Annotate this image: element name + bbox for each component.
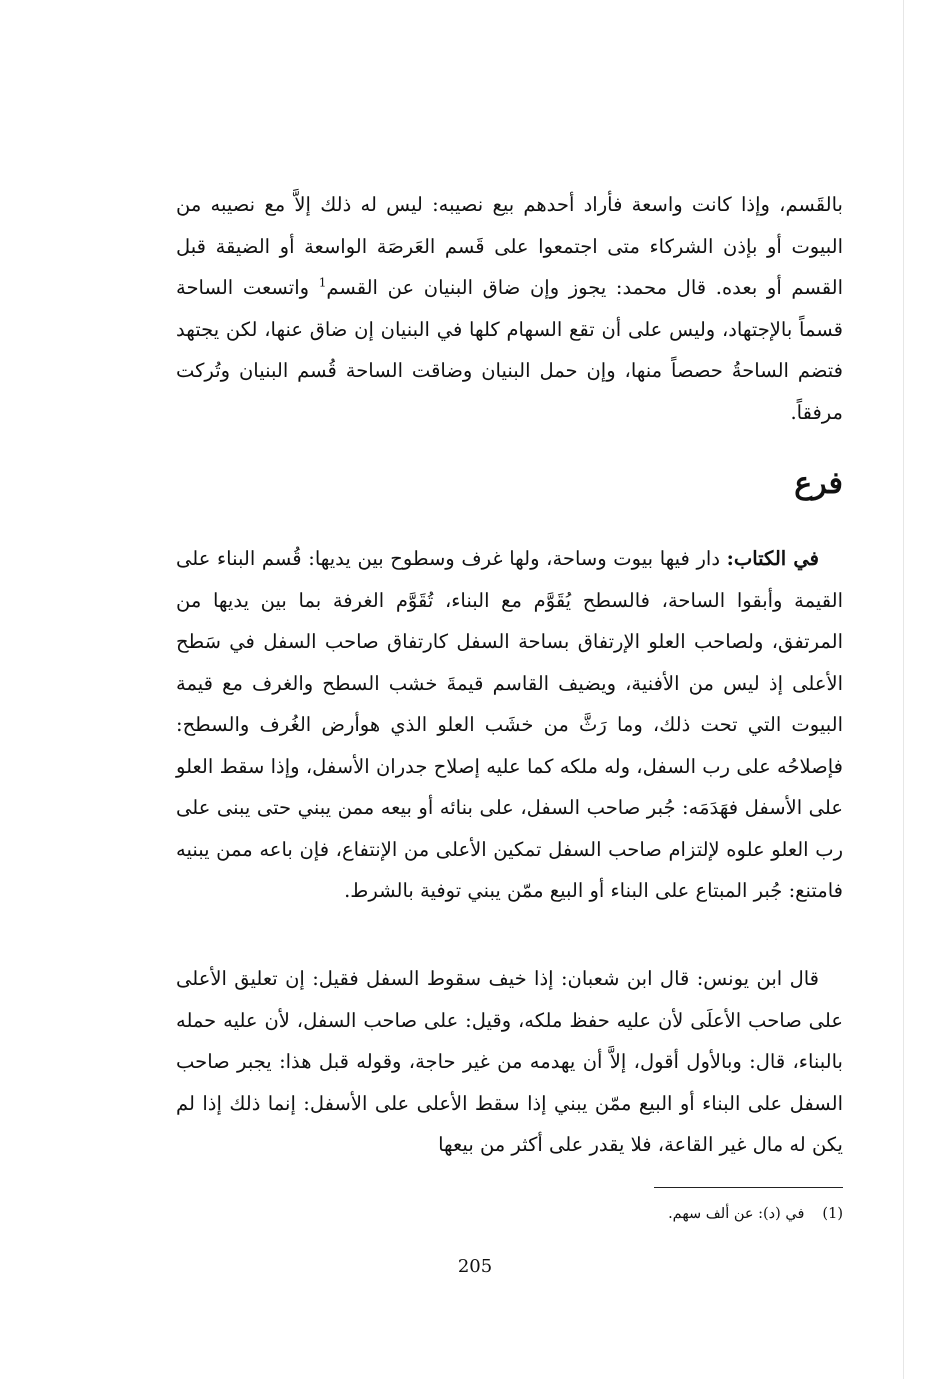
body-paragraph-1 [176, 184, 843, 433]
body-paragraph-3 [176, 958, 843, 1166]
paragraph-2-text: دار فيها بيوت وساحة، ولها غرف وسطوح بين يديها: قُسم البناء على القيمة وأبقوا الساحة، فالسطح يُقَوَّم مع البناء، تُقَوَّم الغرفة بما بين يديها من المرتفق، ولصاحب العلو الإرتفاق بساحة السفل كارتفاق صاحب السفل في سَطح الأعلى إذ ليس من الأفنية، ويضيف القاسم قيمةَ خشب السطح والغرف مع قيمة البيوت التي تحت ذلك، وما رَثَّ من خشَب العلو الذي هوأرض الغُرف والسطح: فإصلاحُه على رب السفل، وله ملكه كما عليه إصلاح جدران الأسفل، وإذا سقط العلو على الأسفل فهَدَمَه: جُبر صاحب السفل، على بنائه أو بيعه ممن يبني حتى يبنى على رب العلو علوه لإلتزام صاحب السفل تمكين الأعلى من الإنتفاع، فإن باعه ممن يبنيه فامتنع: جُبر المبتاع على البناء أو البيع ممّن يبني توفية بالشرط. [176, 547, 843, 902]
footnote-separator [654, 1187, 843, 1188]
footnote-reference[interactable]: 1 [318, 275, 327, 290]
paragraph-2-lead: في الكتاب: [726, 547, 820, 570]
page-number: 205 [457, 1256, 493, 1277]
paragraph-1-text: بالقَسم، وإذا كانت واسعة فأراد أحدهم بيع نصيبه: ليس له ذلك إلاَّ مع نصيبه من البيوت أو بإذن الشركاء متى اجتمعوا على قَسم العَرصَة الواسعة أو الضيقة قبل القسم أو بعده. قال محمد: يجوز وإن ضاق البنيان عن القسم [176, 193, 843, 299]
paragraph-3-text: قال ابن يونس: قال ابن شعبان: إذا خيف سقوط السفل فقيل: إن تعليق الأعلى على صاحب الأعلَى لأن عليه حفظ ملكه، وقيل: على صاحب السفل، لأن عليه حمله بالبناء، قال: وبالأول أقول، إلاَّ أن يهدمه من غير حاجة، وقوله قبل هذا: يجبر صاحب السفل على البناء أو البيع ممّن يبني إذا سقط الأعلى على الأسفل: إنما ذلك إذا لم يكن له مال غير القاعة، فلا يقدر على أكثر من بيعها [176, 967, 843, 1156]
scan-edge-line [903, 0, 904, 1379]
footnote-text: في (د): عن ألف سهم. [668, 1206, 805, 1222]
body-paragraph-2 [176, 538, 843, 912]
paragraph-1-text-continued: واتسعت الساحة قسماً بالإجتهاد، وليس على أن تقع السهام كلها في البنيان إن ضاق عنها، لكن يجتهد فتضم الساحةُ حصصاً منها، وإن حمل البنيان وضاقت الساحة قُسم البنيان وتُركت مرفقاً. [176, 276, 843, 424]
section-heading: فرع [794, 466, 843, 501]
paragraph-1-text-wrap [176, 184, 843, 433]
footnote-number: (1) [822, 1206, 843, 1222]
paragraph-2-text-wrap [176, 538, 843, 912]
footnote [668, 1203, 843, 1225]
